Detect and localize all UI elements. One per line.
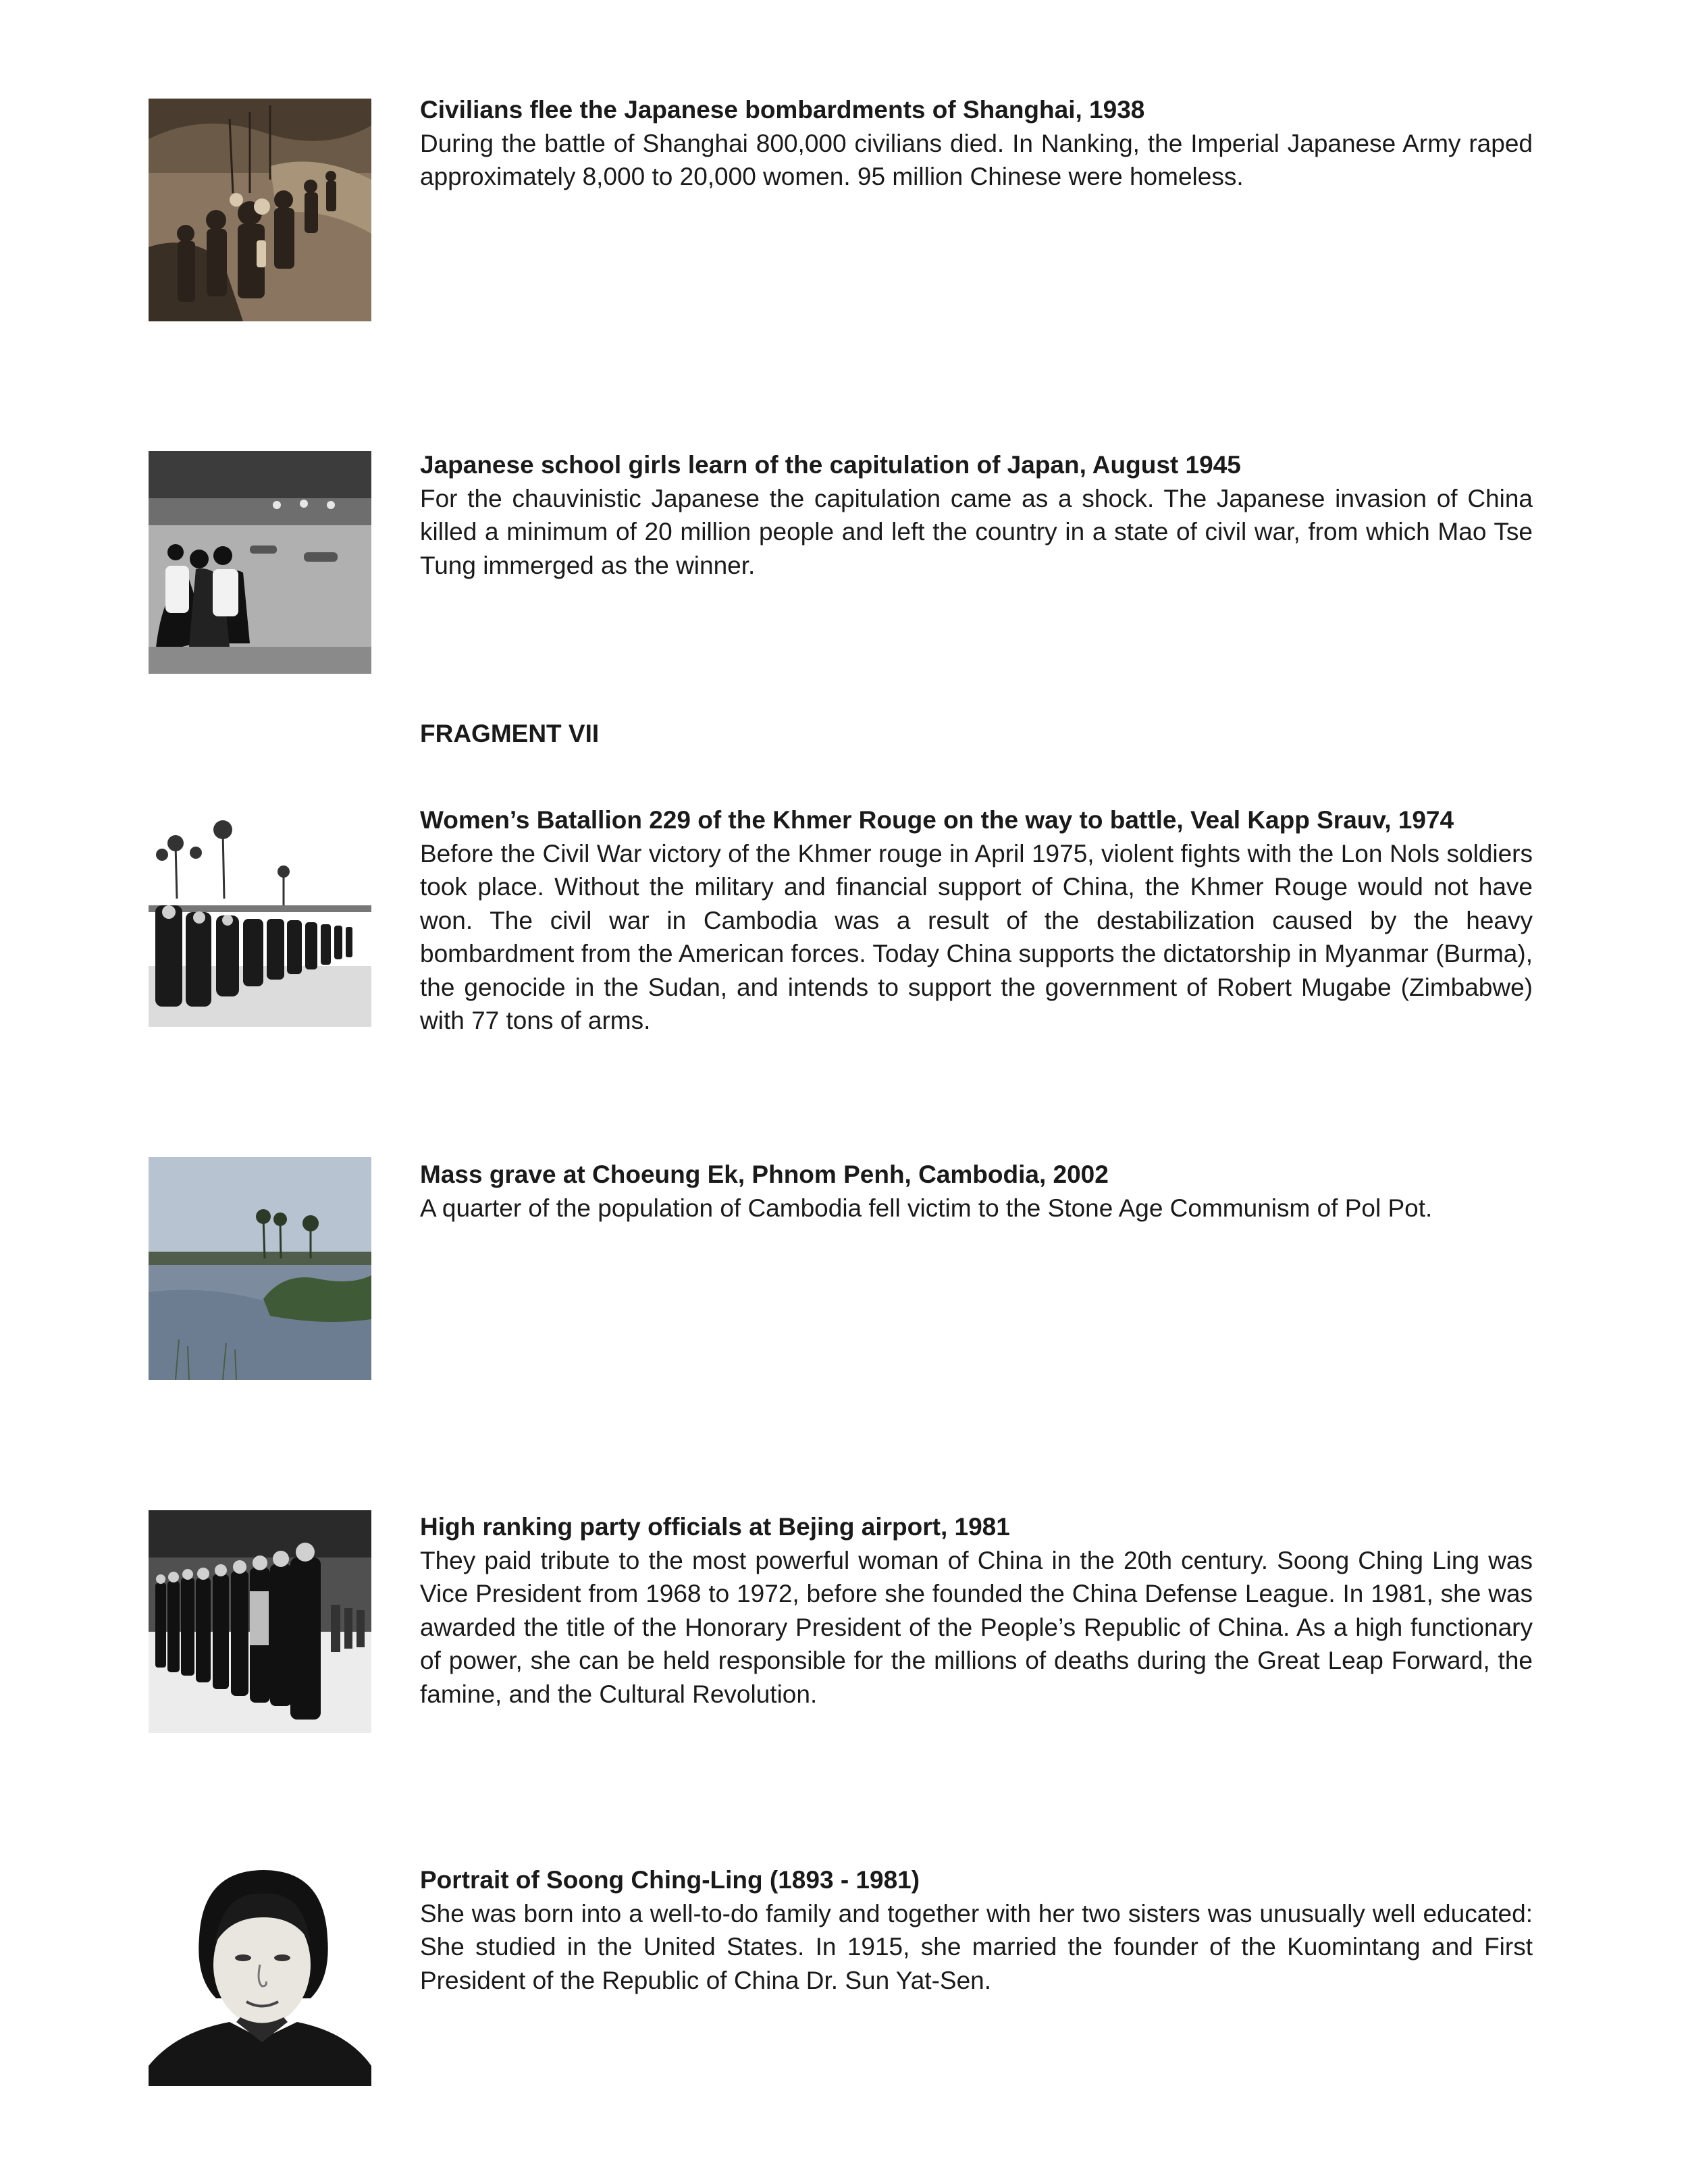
entry-text: [420, 1863, 1533, 1997]
photo-khmer-rouge-batallion: [149, 804, 371, 1027]
entry-text: [420, 93, 1533, 194]
entry-title: Japanese school girls learn of the capitulation of Japan, August 1945: [420, 451, 1241, 479]
entry-title: Women’s Batallion 229 of the Khmer Rouge on the way to battle, Veal Kapp Srauv, 1974: [420, 806, 1454, 834]
bw-officials-lineup-photo: [149, 1510, 371, 1733]
entry-title: Civilians flee the Japanese bombardments of Shanghai, 1938: [420, 96, 1145, 124]
entry-title: Portrait of Soong Ching-Ling (1893 - 1981): [420, 1866, 920, 1894]
color-flooded-field-photo: [149, 1157, 371, 1380]
bw-kneeling-girls-photo: [149, 451, 371, 674]
entry-body: For the chauvinistic Japanese the capitulation came as a shock. The Japanese invasion of China killed a minimum of 20 million people and left the country in a state of civil war, from which Mao Tse Tung immerged as the winner.: [420, 484, 1533, 579]
entry-body: During the battle of Shanghai 800,000 civilians died. In Nanking, the Imperial Japanese Army raped approximately 8,000 to 20,000 women. 95 million Chinese were homeless.: [420, 129, 1533, 190]
photo-school-girls-capitulation: [149, 451, 371, 674]
entry-body: A quarter of the population of Cambodia fell victim to the Stone Age Communism of Pol Pot.: [420, 1194, 1433, 1222]
photo-party-officials-airport: [149, 1510, 371, 1733]
entry-body: They paid tribute to the most powerful woman of China in the 20th century. Soong Ching Ling was Vice President from 1968 to 1972, before she founded the China Defense League. In 1981, she was awarded the title of the Honorary President of the People’s Republic of China. As a high functionary of power, she can be held responsible for the millions of deaths during the Great Leap Forward, the famine, and the Cultural Revolution.: [420, 1546, 1533, 1708]
entry-title: High ranking party officials at Bejing airport, 1981: [420, 1513, 1010, 1541]
photo-civilians-flee-shanghai: [149, 99, 371, 321]
photo-mass-grave-choeung-ek: [149, 1157, 371, 1380]
bw-marching-women-photo: [149, 804, 371, 1027]
sepia-crowd-photo: [149, 99, 371, 321]
bw-portrait-woman-photo: [149, 1863, 371, 2086]
entry-body: Before the Civil War victory of the Khmer rouge in April 1975, violent fights with the Lon Nols soldiers took place. Without the military and financial support of China, the Khmer Rouge would not have won. The civil war in Cambodia was a result of the destabilization caused by the heavy bombardment from the American forces. Today China supports the dictatorship in Myanmar (Burma), the genocide in the Sudan, and intends to support the government of Robert Mugabe (Zimbabwe) with 77 tons of arms.: [420, 839, 1533, 1034]
entry-text: [420, 1158, 1533, 1225]
entry-body: She was born into a well-to-do family and together with her two sisters was unusually well educated: She studied in the United States. In 1915, she married the founder of the Kuomintang and First President of the Republic of China Dr. Sun Yat-Sen.: [420, 1899, 1533, 1994]
photo-portrait-soong-ching-ling: [149, 1863, 371, 2086]
entry-text: [420, 803, 1533, 1038]
entry-text: [420, 1510, 1533, 1711]
entry-text: [420, 448, 1533, 582]
fragment-heading: FRAGMENT VII: [420, 720, 600, 747]
entry-title: Mass grave at Choeung Ek, Phnom Penh, Cambodia, 2002: [420, 1161, 1109, 1188]
